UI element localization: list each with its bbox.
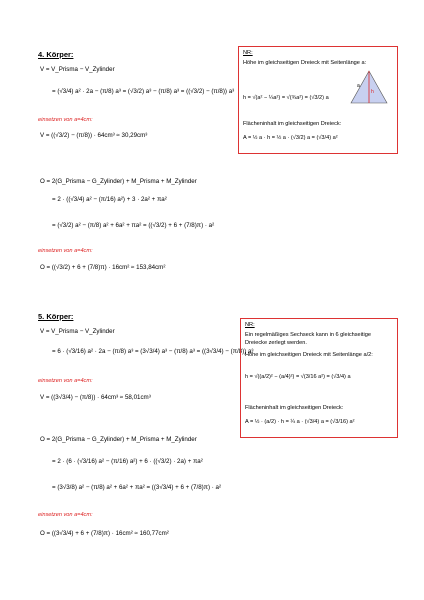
section-4-title: 4. Körper: xyxy=(38,50,74,59)
triangle-side-label: a xyxy=(357,83,360,89)
surface-derivation-4a: = 2 · ((√3/4) a² − (π/16) a²) + 3 · 2a² + πa² xyxy=(52,196,167,203)
triangle-height-label: h xyxy=(371,89,374,95)
volume-result-5: V = ((3√3/4) − (π/8)) · 64cm³ ≈ 58,01cm³ xyxy=(40,394,151,401)
surface-derivation-5a: = 2 · (6 · (√3/16) a² − (π/16) a²) + 6 · ((√3/2) · 2a) + πa² xyxy=(52,458,203,465)
side-note-title: NR: xyxy=(243,50,253,56)
volume-formula-5: V = V_Prisma − V_Zylinder xyxy=(40,328,115,335)
volume-formula-4: V = V_Prisma − V_Zylinder xyxy=(40,66,115,73)
height-formula: h = √(a² − ¼a²) = √(¾a²) = (√3/2) a xyxy=(243,95,329,101)
volume-result-4: V = ((√3/2) − (π/8)) · 64cm³ ≈ 30,29cm³ xyxy=(40,132,148,139)
side-note-text: Ein regelmäßiges Sechseck kann in 6 gleichseitige xyxy=(245,332,371,338)
substitution-note-4a: einsetzen von a=4cm: xyxy=(38,117,93,123)
area-heading: Flächeninhalt im gleichseitigen Dreieck: xyxy=(245,405,344,411)
height-heading: Höhe im gleichseitigen Dreieck mit Seitenlänge a/2: xyxy=(245,352,373,358)
area-formula: A = ½ · (a/2) · h = ¼ a · (√3/4) a = (√3/16) a² xyxy=(245,419,355,425)
surface-result-5: O = ((3√3/4) + 6 + (7/8)π) · 16cm² ≈ 160,77cm² xyxy=(40,530,169,537)
side-note-text: Höhe im gleichseitigen Dreieck mit Seitenlänge a: xyxy=(243,60,367,66)
volume-derivation-5: = 6 · (√3/16) a² · 2a − (π/8) a³ = (3√3/4) a³ − (π/8) a³ = ((3√3/4) − (π/8)) a³ xyxy=(52,348,254,355)
section-5-title: 5. Körper: xyxy=(38,312,74,321)
side-note-box-1 xyxy=(238,46,398,154)
volume-derivation-4: = (√3/4) a² · 2a − (π/8) a³ = (√3/2) a³ − (π/8) a³ = ((√3/2) − (π/8)) a³ xyxy=(52,88,235,95)
area-formula: A = ½ a · h = ½ a · (√3/2) a = (√3/4) a² xyxy=(243,135,338,141)
side-note-title: NR: xyxy=(245,322,255,328)
substitution-note-5a: einsetzen von a=4cm: xyxy=(38,378,93,384)
substitution-note-5b: einsetzen von a=4cm: xyxy=(38,512,93,518)
triangle-diagram-icon xyxy=(349,69,389,105)
side-note-text: Dreiecke zerlegt werden. xyxy=(245,340,307,346)
area-heading: Flächeninhalt im gleichseitigen Dreieck: xyxy=(243,121,342,127)
surface-result-4: O = ((√3/2) + 6 + (7/8)π) · 16cm² ≈ 153,84cm² xyxy=(40,264,166,271)
side-note-box-2 xyxy=(240,318,398,438)
height-formula: h = √((a/2)² − (a/4)²) = √(3/16 a²) = (√3/4) a xyxy=(245,374,351,380)
surface-derivation-5b: = (3√3/8) a² − (π/8) a² + 6a² + πa² = ((3√3/4) + 6 + (7/8)π) · a² xyxy=(52,484,222,491)
surface-formula-4: O = 2(G_Prisma − G_Zylinder) + M_Prisma + M_Zylinder xyxy=(40,178,197,185)
substitution-note-4b: einsetzen von a=4cm: xyxy=(38,248,93,254)
surface-formula-5: O = 2(G_Prisma − G_Zylinder) + M_Prisma + M_Zylinder xyxy=(40,436,197,443)
surface-derivation-4b: = (√3/2) a² − (π/8) a² + 6a² + πa² = ((√3/2) + 6 + (7/8)π) · a² xyxy=(52,222,215,229)
